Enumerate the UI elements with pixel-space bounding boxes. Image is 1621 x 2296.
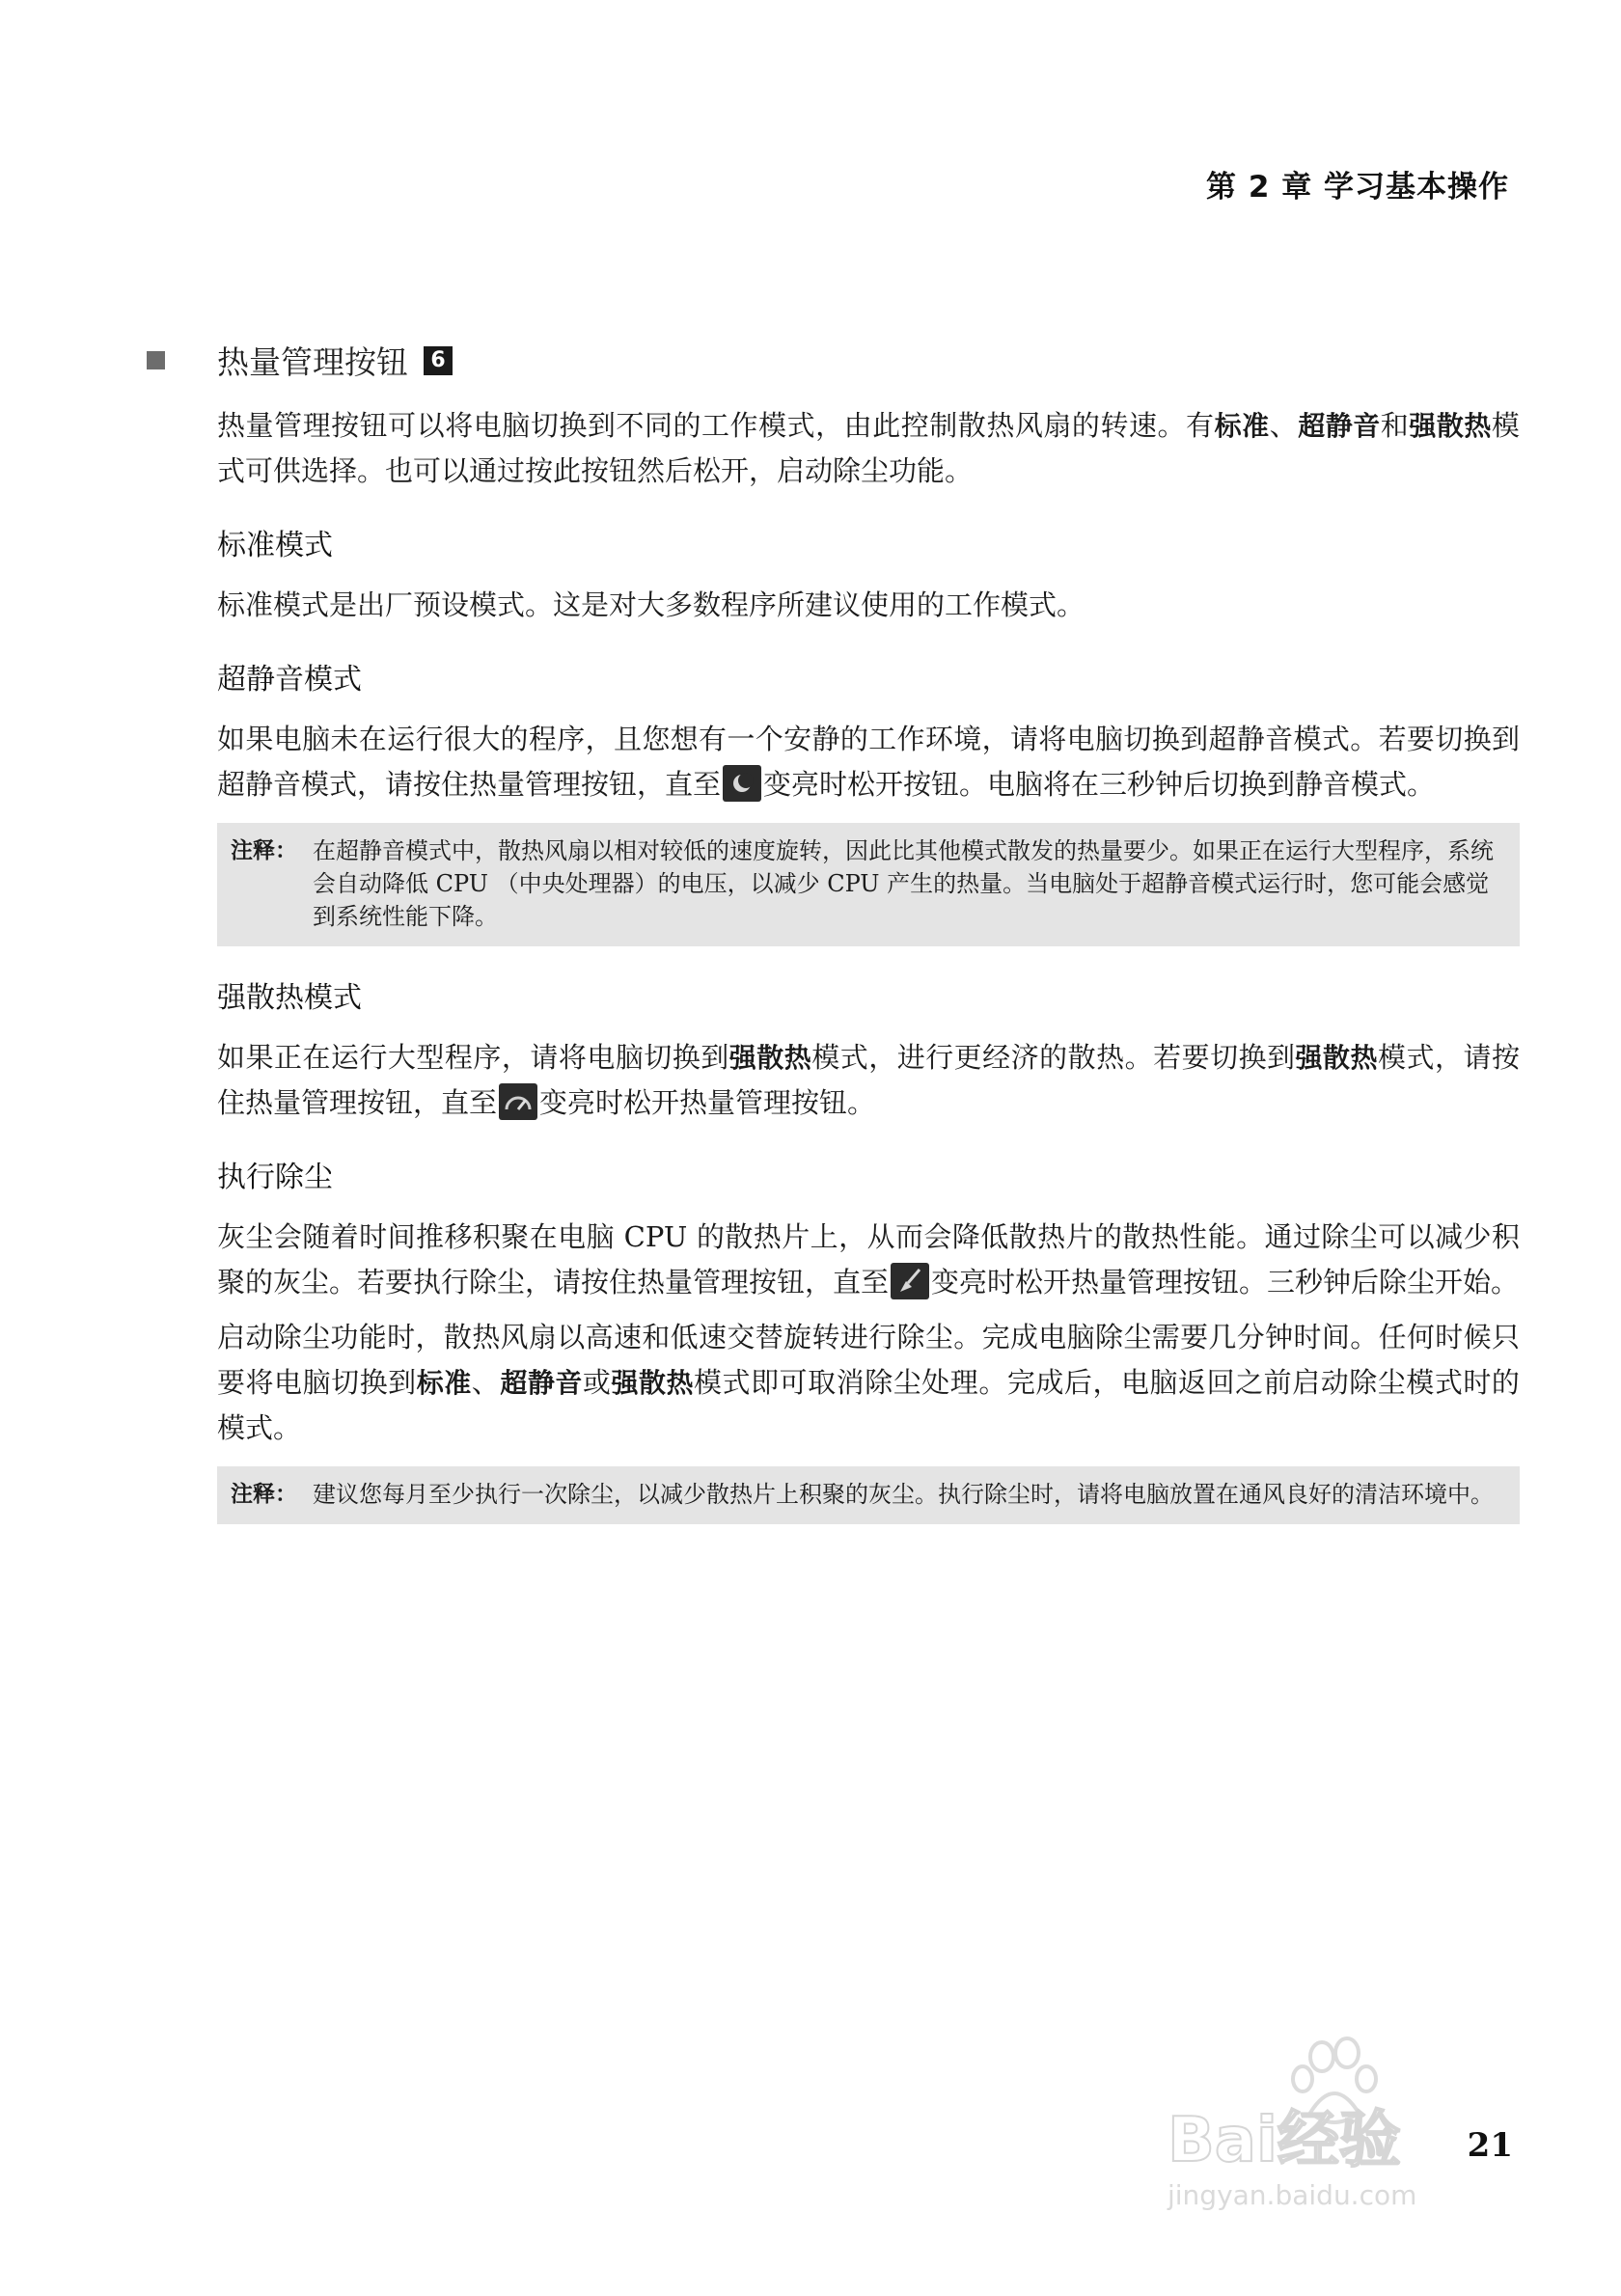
silent-mode-text: 如果电脑未在运行很大的程序，且您想有一个安静的工作环境，请将电脑切换到超静音模式。若要切换到超静音模式，请按住热量管理按钮，直至 变亮时松开按钮。电脑将在三秒钟后切换到静音模式。 xyxy=(217,723,1520,801)
intro-paragraph: 热量管理按钮可以将电脑切换到不同的工作模式，由此控制散热风扇的转速。有标准、超静音和强散热模式可供选择。也可以通过按此按钮然后松开，启动除尘功能。 xyxy=(217,409,1520,487)
silent-mode-heading: 超静音模式 xyxy=(217,663,362,697)
silent-mode-note xyxy=(217,823,1520,946)
section-title-text: 热量管理按钮 xyxy=(217,343,408,381)
note-label: 注释： xyxy=(231,838,297,863)
callout-number-badge: 6 xyxy=(424,346,453,375)
main-content xyxy=(217,403,1520,1549)
note-text: 在超静音模式中，散热风扇以相对较低的速度旋转，因此比其他模式散发的热量要少。如果正在运行大型程序，系统会自动降低 CPU （中央处理器）的电压，以减少 CPU 产生的热量。当电脑处于超静音模式运行时，您可能会感觉到系统性能下降。 xyxy=(313,837,1494,930)
dust-removal-heading: 执行除尘 xyxy=(217,1161,333,1194)
baidu-watermark-logo xyxy=(1158,2026,1525,2219)
section-title xyxy=(147,338,453,383)
cooling-mode-text: 如果正在运行大型程序，请将电脑切换到强散热模式，进行更经济的散热。若要切换到强散热模式，请按住热量管理按钮，直至 变亮时松开热量管理按钮。 xyxy=(217,1041,1520,1119)
note-text: 建议您每月至少执行一次除尘，以减少散热片上积聚的灰尘。执行除尘时，请将电脑放置在通风良好的清洁环境中。 xyxy=(313,1481,1494,1508)
watermark-url: jingyan.baidu.com xyxy=(1168,2179,1417,2211)
gauge-icon xyxy=(499,1083,537,1120)
dust-removal-text-1: 灰尘会随着时间推移积聚在电脑 CPU 的散热片上，从而会降低散热片的散热性能。通过除尘可以减少积聚的灰尘。若要执行除尘，请按住热量管理按钮，直至 变亮时松开热量管理按钮。三秒钟后除尘开始。 xyxy=(217,1220,1520,1298)
page-number: 21 xyxy=(1467,2126,1513,2165)
standard-mode-text: 标准模式是出厂预设模式。这是对大多数程序所建议使用的工作模式。 xyxy=(217,588,1085,621)
square-bullet-icon xyxy=(147,351,165,369)
chapter-header: 第 2 章 学习基本操作 xyxy=(1206,170,1509,205)
note-label: 注释： xyxy=(231,1482,297,1507)
cooling-mode-heading: 强散热模式 xyxy=(217,981,362,1015)
watermark-brand: Bai经验 xyxy=(1168,2105,1401,2176)
dust-removal-text-2: 启动除尘功能时，散热风扇以高速和低速交替旋转进行除尘。完成电脑除尘需要几分钟时间。任何时候只要将电脑切换到标准、超静音或强散热模式即可取消除尘处理。完成后，电脑返回之前启动除尘模式时的模式。 xyxy=(217,1321,1520,1444)
standard-mode-heading: 标准模式 xyxy=(217,529,333,562)
moon-icon xyxy=(723,765,761,802)
dust-removal-note xyxy=(217,1466,1520,1524)
broom-icon xyxy=(891,1263,929,1299)
